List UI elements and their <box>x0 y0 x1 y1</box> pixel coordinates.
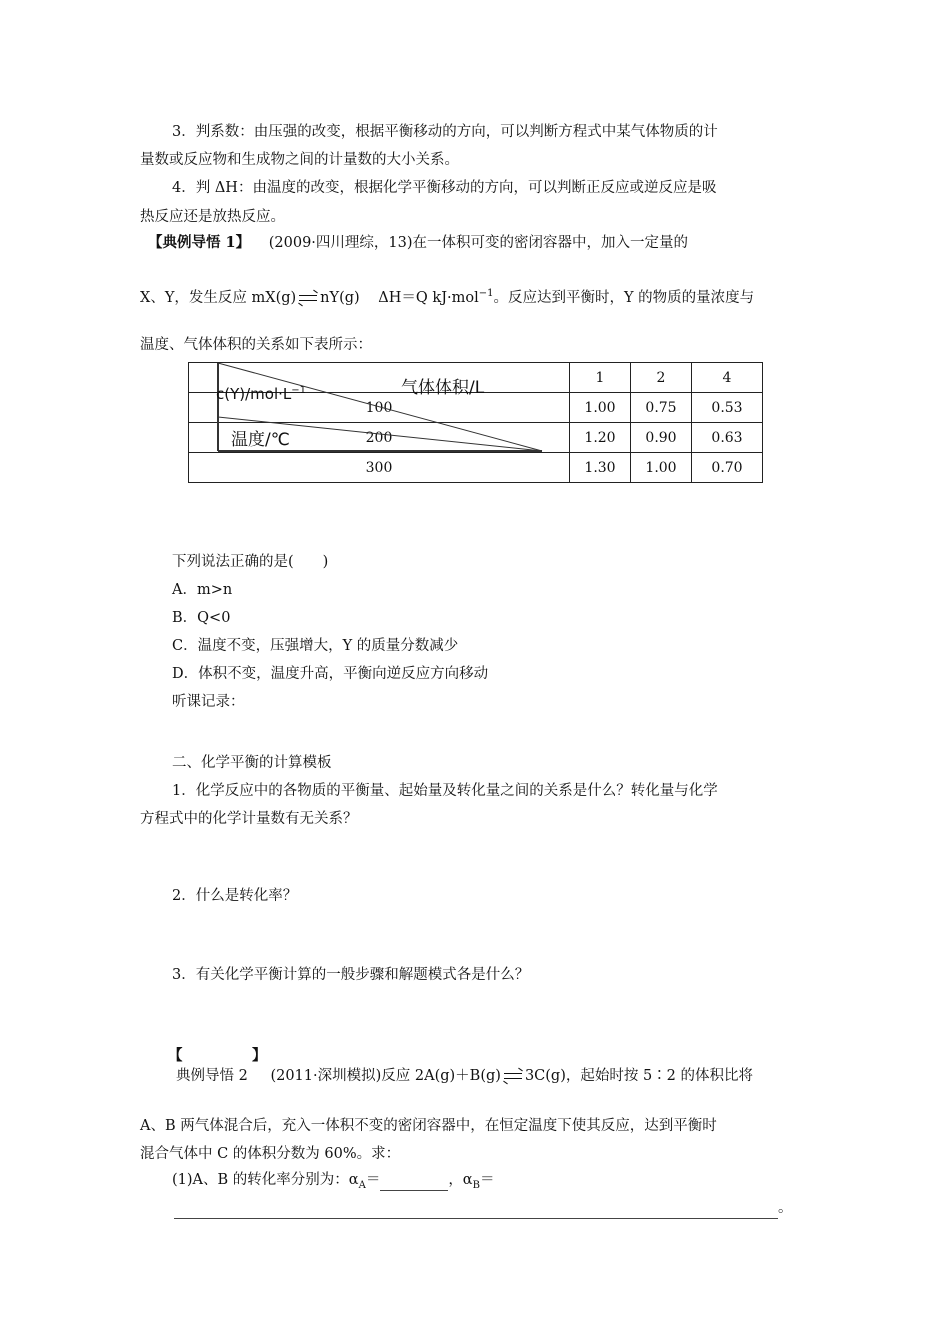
value-cell: 0.90 <box>631 423 692 453</box>
example2-bracket-close: 】 <box>252 1047 267 1064</box>
para3-line2: 量数或反应物和生成物之间的计量数的大小关系。 <box>140 152 459 168</box>
example1-source: (2009·四川理综，13)在一体积可变的密闭容器中，加入一定量的 <box>268 235 689 251</box>
value-cell: 1.00 <box>631 453 692 483</box>
example2-line3: 混合气体中 C 的体积分数为 60%。求： <box>140 1146 401 1162</box>
volume-header-1: 1 <box>570 363 631 393</box>
temperature-cell: 200 <box>189 423 570 453</box>
value-cell: 1.30 <box>570 453 631 483</box>
temperature-cell: 300 <box>189 453 570 483</box>
value-cell: 0.70 <box>692 453 763 483</box>
section2-q1-line2: 方程式中的化学计量数有无关系？ <box>140 811 358 827</box>
value-cell: 1.20 <box>570 423 631 453</box>
value-cell: 1.00 <box>570 393 631 423</box>
example2-reactants: (2011·深圳模拟)反应 2A(g)＋B(g) <box>270 1068 501 1084</box>
enthalpy-unit-exponent: −1 <box>478 288 494 299</box>
alpha-subscript-b: B <box>472 1179 480 1191</box>
example1-question: 下列说法正确的是( ) <box>172 554 329 570</box>
equilibrium-arrow-icon <box>297 292 319 304</box>
equals-sign: ＝ <box>479 1172 495 1188</box>
para3-line1: 3．判系数：由压强的改变，根据平衡移动的方向，可以判断方程式中某气体物质的计 <box>172 124 718 140</box>
section2-heading: 二、化学平衡的计算模板 <box>172 755 332 771</box>
volume-header-4: 4 <box>692 363 763 393</box>
answer-end-mark: 。 <box>778 1200 793 1216</box>
temperature-cell: 100 <box>189 393 570 423</box>
para4-line1: 4．判 ΔH：由温度的改变，根据化学平衡移动的方向，可以判断正反应或逆反应是吸 <box>172 180 717 196</box>
equals-sign: ＝ <box>365 1172 381 1188</box>
option-a: A．m>n <box>172 582 233 598</box>
example2-reaction-line <box>176 1066 753 1086</box>
example2-line2: A、B 两气体混合后，充入一体积不变的密闭容器中，在恒定温度下使其反应，达到平衡时 <box>140 1118 717 1134</box>
volume-header-2: 2 <box>631 363 692 393</box>
example2-tag: 典例导悟 2 <box>176 1068 248 1084</box>
section2-q1-line1: 1．化学反应中的各物质的平衡量、起始量及转化量之间的关系是什么？转化量与化学 <box>172 783 718 799</box>
answer-blank-alpha-b[interactable] <box>174 1198 778 1219</box>
value-cell: 0.63 <box>692 423 763 453</box>
table-header-row <box>189 363 763 393</box>
example1-reaction-line <box>140 284 754 308</box>
equilibrium-arrow-icon <box>502 1070 524 1082</box>
example2-bracket-open: 【 <box>168 1047 183 1064</box>
option-b: B．Q<0 <box>172 610 231 626</box>
option-c: C．温度不变，压强增大，Y 的质量分数减少 <box>172 638 459 654</box>
answer-blank-alpha-a[interactable] <box>380 1170 448 1191</box>
example2-products: 3C(g)，起始时按 5∶2 的体积比将 <box>524 1068 754 1084</box>
lecture-notes-label: 听课记录： <box>172 694 245 710</box>
concentration-table <box>188 362 763 483</box>
value-cell: 0.75 <box>631 393 692 423</box>
example1-intro <box>148 233 688 253</box>
example1-table-intro: 温度、气体体积的关系如下表所示： <box>140 337 372 353</box>
example2-q1 <box>172 1170 494 1196</box>
reaction-description: 。反应达到平衡时，Y 的物质的量浓度与 <box>493 289 755 306</box>
alpha-b-prefix: ，α <box>448 1172 473 1188</box>
para4-line2: 热反应还是放热反应。 <box>140 209 285 225</box>
section2-q2: 2．什么是转化率？ <box>172 888 298 904</box>
header-temperature-label: 温度/℃ <box>231 430 290 450</box>
example1-tag: 【典例导悟 1】 <box>148 234 251 251</box>
header-volume-label: 气体体积/L <box>401 378 485 398</box>
reaction-enthalpy: ΔH＝Q kJ·mol <box>378 289 479 306</box>
example2-q1-answer-line <box>174 1198 793 1219</box>
reaction-reactant: X、Y，发生反应 mX(g) <box>140 289 297 306</box>
alpha-subscript-a: A <box>358 1179 366 1191</box>
option-d: D．体积不变，温度升高，平衡向逆反应方向移动 <box>172 666 489 682</box>
header-concentration-label: $c(Y)/mol\cdot L^{-1}$ <box>216 385 306 403</box>
value-cell: 0.53 <box>692 393 763 423</box>
example2-q1-text: (1)A、B 的转化率分别为：α <box>172 1172 359 1188</box>
reaction-product: nY(g) <box>320 289 360 306</box>
section2-q3: 3．有关化学平衡计算的一般步骤和解题模式各是什么？ <box>172 967 530 983</box>
